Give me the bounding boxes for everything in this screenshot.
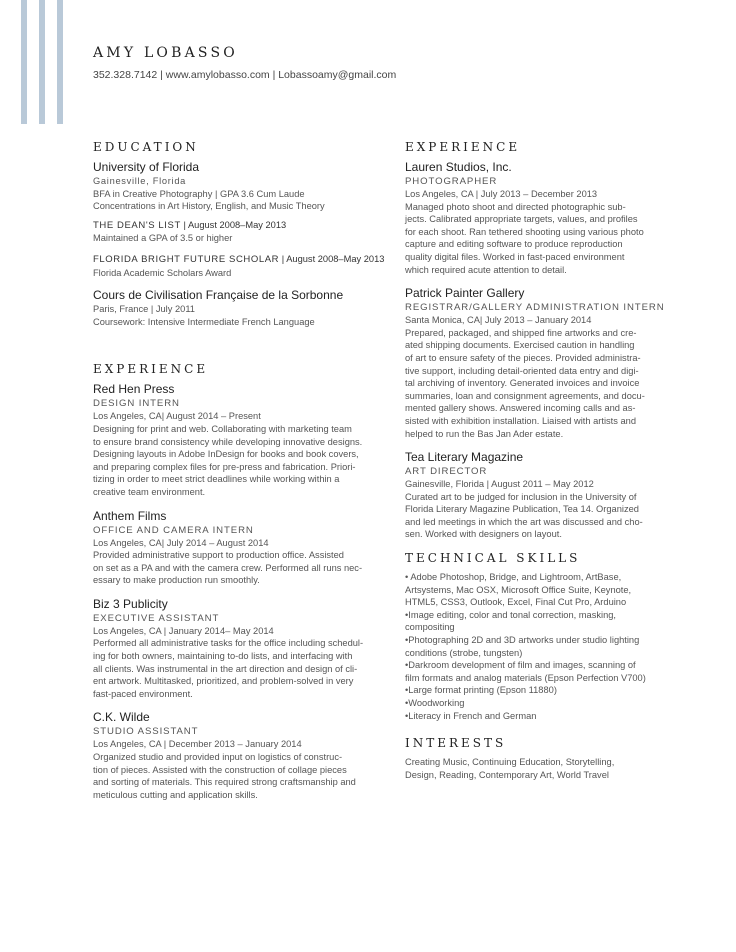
- job-entry: [405, 450, 705, 541]
- resume-name: AMY LOBASSO: [93, 45, 238, 61]
- job-description-line: essary to make production run smoothly.: [93, 575, 260, 586]
- skill-line: •Large format printing (Epson 11880): [405, 685, 557, 696]
- section-heading-experience: EXPERIENCE: [405, 140, 521, 154]
- honor-heading: [93, 253, 393, 267]
- job-title: REGISTRAR/GALLERY ADMINISTRATION INTERN: [405, 302, 665, 314]
- job-description-line: tizing in order to meet strict deadlines while working within a: [93, 474, 340, 485]
- skill-line: HTML5, CSS3, Outlook, Excel, Final Cut Pro, Arduino: [405, 597, 627, 608]
- school-name: University of Florida: [93, 160, 200, 174]
- job-description-line: fast-paced environment.: [93, 688, 193, 699]
- job-description-line: ent artwork. Multitasked, prioritized, and problem-solved in very: [93, 676, 354, 687]
- job-description-line: Designing for print and web. Collaborating with marketing team: [93, 423, 352, 434]
- left-column: [93, 140, 393, 811]
- job-location-dates: Gainesville, Florida | August 2011 – May 2012: [405, 479, 594, 490]
- decorative-stripe: [39, 0, 45, 124]
- job-description-line: Florida Literary Magazine Publication, Tea 14. Organized: [405, 504, 639, 515]
- job-description-line: Curated art to be judged for inclusion in the University of: [405, 491, 637, 502]
- skill-line: Artsystems, Mac OSX, Microsoft Office Suite, Keynote,: [405, 584, 632, 595]
- job-title: PHOTOGRAPHER: [405, 176, 498, 187]
- job-title: STUDIO ASSISTANT: [93, 726, 199, 738]
- honor-entry: [93, 253, 393, 279]
- honor-dates: | August 2008–May 2013: [279, 253, 385, 264]
- job-description-line: jects. Calibrated appropriate targets, values, and profiles: [405, 214, 638, 225]
- job-description-line: and led meetings in which the art was discussed and cho-: [405, 516, 643, 527]
- job-title: DESIGN INTERN: [93, 398, 180, 410]
- skill-line: •Photographing 2D and 3D artworks under studio lighting: [405, 635, 640, 646]
- experience-list: [93, 382, 393, 801]
- education-entry: [93, 288, 393, 328]
- job-description-line: Managed photo shoot and directed photographic sub-: [405, 201, 626, 212]
- honor-detail: Maintained a GPA of 3.5 or higher: [93, 233, 233, 244]
- job-description-line: creative team environment.: [93, 486, 206, 497]
- interests-list: [405, 756, 705, 781]
- job-location-dates: Los Angeles, CA| August 2014 – Present: [93, 411, 261, 422]
- job-entry: [405, 160, 705, 276]
- contact-info: 352.328.7142 | www.amylobasso.com | Lobassoamy@gmail.com: [93, 69, 397, 81]
- honor-heading: [93, 219, 393, 233]
- job-entry: [93, 710, 393, 801]
- job-location-dates: Los Angeles, CA | July 2013 – December 2013: [405, 189, 598, 199]
- job-description-line: on set as a PA and with the camera crew. Performed all runs nec-: [93, 562, 363, 573]
- skill-line: •Literacy in French and German: [405, 710, 537, 721]
- honor-entry: [93, 219, 393, 245]
- honor-detail: Florida Academic Scholars Award: [93, 267, 232, 278]
- school-location: Gainesville, Florida: [93, 176, 187, 186]
- interest-line: Design, Reading, Contemporary Art, World Travel: [405, 769, 609, 780]
- degree: BFA in Creative Photography | GPA 3.6 Cum Laude: [93, 188, 305, 199]
- job-description-line: to ensure brand consistency while developing innovative designs.: [93, 436, 363, 447]
- job-description-line: sen. Worked with designers on layout.: [405, 529, 562, 540]
- company-name: Patrick Painter Gallery: [405, 286, 525, 301]
- skill-line: film formats and analog materials (Epson Perfection V700): [405, 672, 646, 683]
- job-description-line: of art to ensure safety of the pieces. Provided administra-: [405, 352, 641, 363]
- job-entry: [93, 597, 393, 701]
- job-description-line: helped to run the Bas Jan Ader estate.: [405, 428, 564, 439]
- job-description-line: tive support, including detail-oriented data entry and digi-: [405, 365, 639, 376]
- section-heading-technical-skills: TECHNICAL SKILLS: [405, 551, 581, 566]
- job-description-line: meticulous cutting and application skills.: [93, 789, 258, 800]
- company-name: Anthem Films: [93, 508, 167, 523]
- job-description-line: quality digital files. Worked in fast-paced environment: [405, 251, 625, 262]
- skill-line: •Image editing, color and tonal correction, masking,: [405, 609, 616, 620]
- job-location-dates: Los Angeles, CA | December 2013 – January 2014: [93, 739, 302, 750]
- skill-line: •Woodworking: [405, 698, 465, 708]
- skill-line: conditions (strobe, tungsten): [405, 647, 523, 658]
- company-name: C.K. Wilde: [93, 710, 150, 725]
- job-description-line: which required acute attention to detail.: [405, 264, 567, 275]
- job-description-line: mented gallery shows. Answered incoming calls and as-: [405, 403, 636, 414]
- job-description-line: for each shoot. Ran tethered shooting using various photo: [405, 226, 644, 237]
- job-description-line: summaries, loan and consignment agreements, and docu-: [405, 390, 645, 401]
- honor-label: FLORIDA BRIGHT FUTURE SCHOLAR: [93, 253, 280, 265]
- job-description-line: ated shipping documents. Exercised caution in handling: [405, 340, 635, 351]
- job-entry: [405, 286, 705, 440]
- company-name: Lauren Studios, Inc.: [405, 160, 512, 174]
- education-entry: [93, 160, 393, 213]
- job-description-line: ing for both owners, maintaining to-do lists, and interfacing with: [93, 651, 353, 662]
- right-column: [405, 140, 705, 781]
- job-description-line: Prepared, packaged, and shipped fine artworks and cre-: [405, 327, 637, 338]
- honor-dates: | August 2008–May 2013: [180, 219, 287, 230]
- job-description-line: Provided administrative support to production office. Assisted: [93, 550, 344, 561]
- job-description-line: Performed all administrative tasks for the office including schedul-: [93, 638, 364, 649]
- concentrations: Concentrations in Art History, English, and Music Theory: [93, 201, 325, 212]
- job-description-line: and preparing complex files for pre-press and fabrication. Priori-: [93, 461, 356, 472]
- school-name: Cours de Civilisation Française de la Sorbonne: [93, 288, 344, 303]
- skill-line: compositing: [405, 622, 455, 633]
- job-description-line: Organized studio and provided input on logistics of construc-: [93, 752, 343, 763]
- job-location-dates: Los Angeles, CA | January 2014– May 2014: [93, 625, 274, 636]
- job-description-line: all clients. Was instrumental in the art direction and design of cli-: [93, 663, 358, 674]
- section-heading-experience: EXPERIENCE: [93, 362, 209, 377]
- job-entry: [93, 509, 393, 587]
- job-location-dates: Santa Monica, CA| July 2013 – January 2014: [405, 315, 592, 326]
- honor-label: THE DEAN'S LIST: [93, 219, 181, 231]
- interest-line: Creating Music, Continuing Education, Storytelling,: [405, 757, 615, 768]
- job-entry: [93, 382, 393, 498]
- company-name: Biz 3 Publicity: [93, 596, 168, 611]
- job-title: ART DIRECTOR: [405, 466, 488, 478]
- skill-line: • Adobe Photoshop, Bridge, and Lightroom, ArtBase,: [405, 572, 622, 583]
- job-description-line: tal archiving of inventory. Generated invoices and invoice: [405, 378, 640, 389]
- decorative-stripe: [57, 0, 63, 124]
- job-title: EXECUTIVE ASSISTANT: [93, 612, 220, 624]
- job-title: OFFICE AND CAMERA INTERN: [93, 524, 254, 536]
- company-name: Tea Literary Magazine: [405, 450, 524, 465]
- skill-line: •Darkroom development of film and images, scanning of: [405, 660, 636, 671]
- job-location-dates: Los Angeles, CA| July 2014 – August 2014: [93, 537, 269, 548]
- section-heading-interests: INTERESTS: [405, 736, 507, 751]
- job-description-line: capture and editing software to produce reproduction: [405, 239, 623, 250]
- coursework: Coursework: Intensive Intermediate French Language: [93, 316, 315, 327]
- school-location: Paris, France | July 2011: [93, 304, 195, 315]
- job-description-line: tion of pieces. Assisted with the construction of collage pieces: [93, 764, 347, 775]
- decorative-stripe: [21, 0, 27, 124]
- experience-list: [405, 160, 705, 541]
- company-name: Red Hen Press: [93, 382, 175, 397]
- section-heading-education: EDUCATION: [93, 140, 199, 154]
- job-description-line: sisted with exhibition installation. Liaised with artists and: [405, 415, 636, 426]
- skills-list: [405, 571, 705, 722]
- job-description-line: Designing layouts in Adobe InDesign for books and book covers,: [93, 449, 359, 460]
- job-description-line: and sorting of materials. This required strong craftsmanship and: [93, 777, 356, 788]
